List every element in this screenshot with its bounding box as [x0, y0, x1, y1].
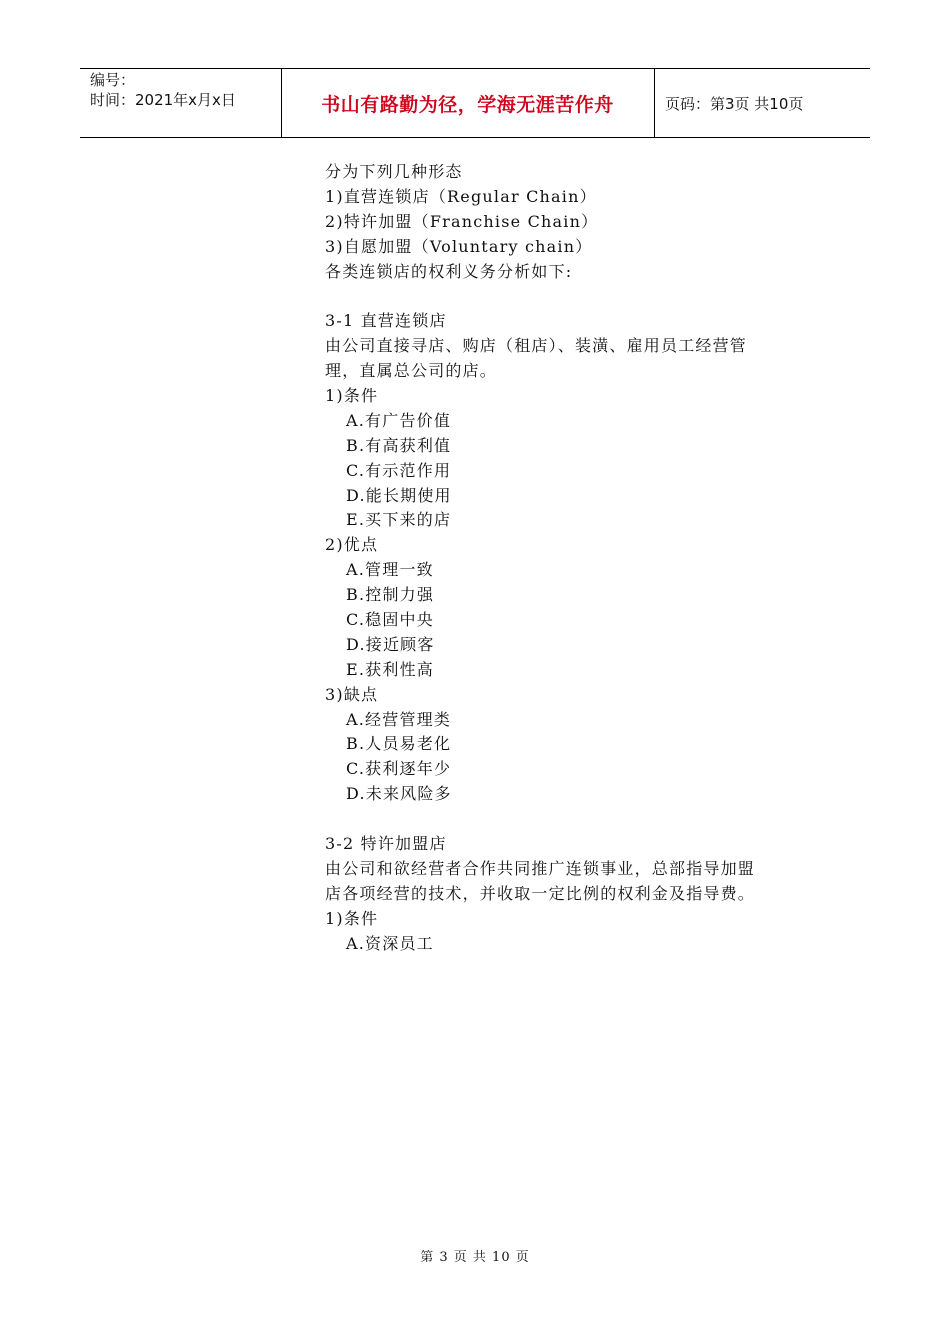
- spacer: [325, 284, 825, 309]
- paragraph-line: 由公司和欲经营者合作共同推广连锁事业，总部指导加盟: [325, 858, 756, 878]
- list-item: C.获利逐年少: [346, 759, 452, 779]
- list-item: D.接近顾客: [346, 634, 435, 654]
- paragraph-line: 理，直属总公司的店。: [325, 361, 498, 381]
- page-header: [80, 68, 870, 138]
- intro-line: 1)直营连锁店（Regular Chain）: [325, 186, 597, 206]
- spacer: [325, 807, 825, 832]
- list-item: E.买下来的店: [346, 510, 452, 530]
- list-item: D.能长期使用: [346, 485, 452, 505]
- list-item: B.人员易老化: [346, 734, 452, 754]
- section-heading: 3-2 特许加盟店: [325, 834, 447, 854]
- list-item: D.未来风险多: [346, 784, 452, 804]
- list-item: C.稳固中央: [346, 610, 434, 630]
- subsection-heading: 2)优点: [325, 535, 379, 555]
- intro-line: 各类连锁店的权利义务分析如下:: [325, 261, 573, 281]
- list-item: B.控制力强: [346, 585, 435, 605]
- intro-line: 2)特许加盟（Franchise Chain）: [325, 211, 599, 231]
- header-page-cell: [655, 69, 870, 137]
- subsection-heading: 1)条件: [325, 908, 379, 928]
- page-footer: 第 3 页 共 10 页: [420, 1250, 530, 1265]
- paragraph-line: 店各项经营的技术，并收取一定比例的权利金及指导费。: [325, 883, 756, 903]
- list-item: B.有高获利值: [346, 435, 452, 455]
- list-item: A.管理一致: [346, 560, 434, 580]
- list-item: E.获利性高: [346, 659, 434, 679]
- intro-line: 3)自愿加盟（Voluntary chain）: [325, 236, 593, 256]
- header-page-number: 页码：第3页 共10页: [665, 94, 804, 113]
- header-meta: [80, 69, 282, 137]
- motto: 书山有路勤为径，学海无涯苦作舟: [321, 93, 614, 116]
- serial-number-label: 编号：: [90, 71, 136, 89]
- date-label: 时间：2021年x月x日: [90, 91, 236, 109]
- paragraph-line: 由公司直接寻店、购店（租店）、装潢、雇用员工经营管: [325, 336, 748, 356]
- list-item: C.有示范作用: [346, 460, 452, 480]
- subsection-heading: 3)缺点: [325, 684, 379, 704]
- list-item: A.有广告价值: [346, 410, 452, 430]
- subsection-heading: 1)条件: [325, 386, 379, 406]
- list-item: A.资深员工: [346, 933, 434, 953]
- list-item: A.经营管理类: [346, 709, 452, 729]
- document-body: [325, 160, 825, 957]
- header-motto-cell: [281, 69, 655, 137]
- intro-line: 分为下列几种形态: [325, 162, 463, 181]
- section-heading: 3-1 直营连锁店: [325, 311, 447, 331]
